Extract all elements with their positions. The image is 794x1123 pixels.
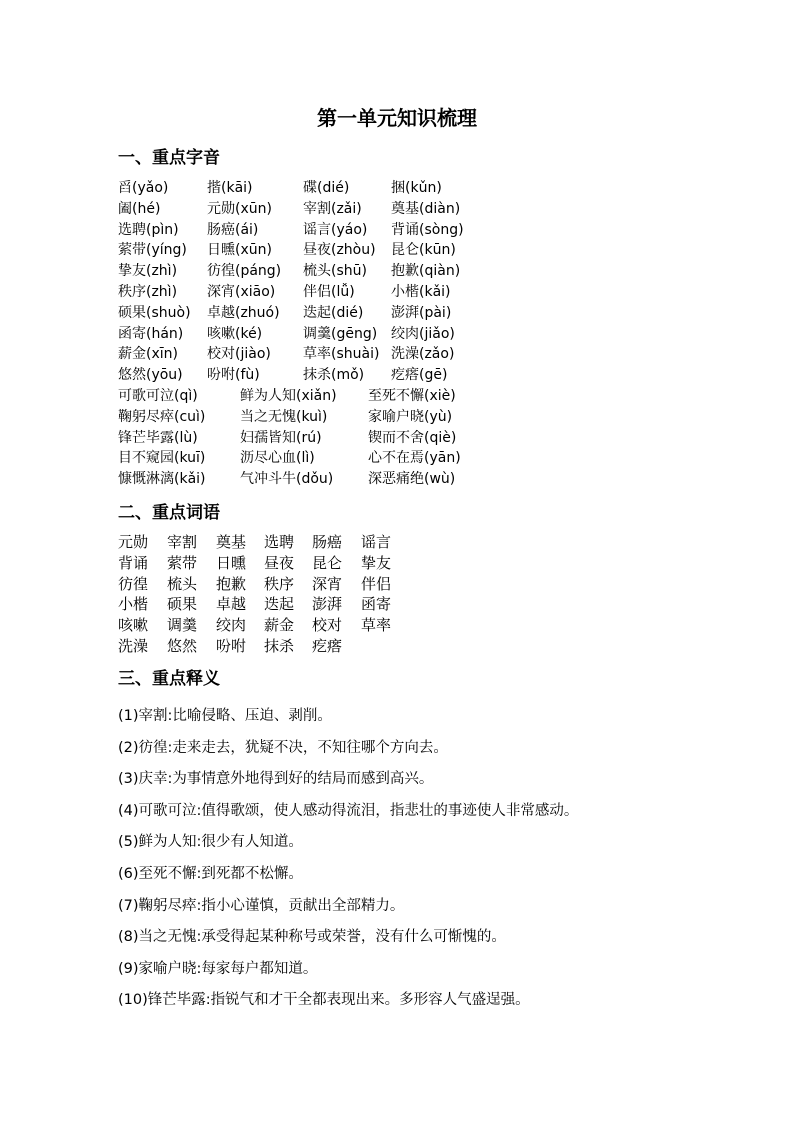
pinyin-entry: 洗澡(zǎo) [391,346,455,363]
vocab-word: 选聘 [264,533,295,551]
pinyin-entry: 奠基(diàn) [391,200,461,217]
vocab-word: 元勋 [118,533,149,551]
vocab-word: 吩咐 [216,636,247,655]
definition-item: (6)至死不懈:到死都不松懈。 [118,865,303,882]
vocab-word: 昼夜 [264,553,295,572]
pinyin-entry: 肠癌(ái) [207,221,259,238]
pinyin-entry: 深宵(xiāo) [207,283,276,300]
vocab-word: 校对 [312,616,343,635]
vocab-word: 咳嗽 [118,616,149,635]
vocab-word: 深宵 [312,574,343,593]
pinyin-entry: 函寄(hán) [118,325,184,342]
vocab-word: 洗澡 [118,636,149,655]
vocab-word: 抱歉 [216,574,247,593]
page-title: 第一单元知识梳理 [317,106,477,130]
section-heading-definitions: 三、重点释义 [118,669,220,689]
vocab-word: 肠癌 [312,533,343,551]
pinyin-entry: 绞肉(jiǎo) [391,325,455,342]
pinyin-entry: 挚友(zhì) [118,263,178,280]
vocab-word: 小楷 [118,595,149,614]
vocab-word: 函寄 [361,595,392,614]
pinyin-entry: 萦带(yíng) [118,242,187,259]
pinyin-entry: 可歌可泣(qì) [118,387,198,404]
pinyin-entry: 迭起(dié) [303,304,364,321]
pinyin-entry: 心不在焉(yān) [368,450,461,467]
section-heading-vocabulary: 二、重点词语 [118,503,220,523]
pinyin-entry: 碟(dié) [303,180,350,196]
vocab-word: 硕果 [167,595,198,614]
vocab-word: 疙瘩 [312,636,343,655]
pinyin-entry: 秩序(zhì) [118,283,178,300]
definition-item: (1)宰割:比喻侵略、压迫、剥削。 [118,708,332,724]
vocab-word: 抹杀 [264,636,295,655]
pinyin-entry: 选聘(pìn) [118,221,179,238]
pinyin-entry: 日曛(xūn) [207,242,272,259]
pinyin-entry: 抱歉(qiàn) [391,263,461,280]
pinyin-entry: 咳嗽(ké) [207,325,263,342]
pinyin-entry: 阖(hé) [118,200,161,217]
vocab-word: 挚友 [361,553,392,572]
pinyin-entry: 疙瘩(gē) [391,367,448,384]
definition-item: (8)当之无愧:承受得起某种称号或荣誉，没有什么可惭愧的。 [118,929,506,946]
pinyin-entry: 锋芒毕露(lù) [118,429,198,446]
section-heading-pronunciation: 一、重点字音 [118,148,220,168]
vocab-word: 奠基 [216,533,247,551]
pinyin-entry: 沥尽心血(lì) [240,450,315,467]
pinyin-entry: 草率(shuài) [303,346,380,363]
pinyin-entry: 妇孺皆知(rú) [240,429,322,446]
vocab-word: 悠然 [167,636,198,655]
vocab-word: 卓越 [216,595,247,614]
definition-item: (7)鞠躬尽瘁:指小心谨慎，贡献出全部精力。 [118,897,405,914]
pinyin-entry: 元勋(xūn) [207,200,272,217]
pinyin-entry: 宰割(zǎi) [303,200,362,217]
pinyin-entry: 气冲斗牛(dǒu) [240,471,334,488]
pinyin-entry: 薪金(xīn) [118,346,178,363]
pinyin-entry: 吩咐(fù) [207,367,260,384]
vocab-word: 秩序 [264,574,295,593]
definition-item: (9)家喻户晓:每家每户都知道。 [118,960,318,977]
pinyin-entry: 硕果(shuò) [118,304,191,321]
pinyin-entry: 调羹(gēng) [303,325,378,342]
pinyin-entry: 揩(kāi) [207,180,253,196]
pinyin-entry: 鲜为人知(xiǎn) [240,387,337,404]
vocab-word: 伴侣 [361,574,392,593]
pinyin-entry: 梳头(shū) [303,263,367,280]
vocab-word: 澎湃 [312,595,343,614]
pinyin-entry: 悠然(yōu) [118,367,183,384]
pinyin-entry: 至死不懈(xiè) [368,387,456,404]
definition-item: (2)彷徨:走来走去，犹疑不决，不知往哪个方向去。 [118,739,448,756]
vocab-word: 迭起 [264,595,295,614]
pinyin-entry: 昼夜(zhòu) [303,242,376,259]
definition-item: (4)可歌可泣:值得歌颂，使人感动得流泪，指悲壮的事迹使人非常感动。 [118,802,579,819]
vocab-word: 宰割 [167,533,198,551]
pinyin-entry: 鞠躬尽瘁(cuì) [118,408,206,425]
pinyin-entry: 慷慨淋漓(kǎi) [118,471,206,488]
definition-item: (10)锋芒毕露:指锐气和才干全都表现出来。多形容人气盛逞强。 [118,992,530,1009]
pinyin-entry: 锲而不舍(qiè) [368,429,457,446]
pinyin-entry: 背诵(sòng) [391,221,464,238]
pinyin-entry: 谣言(yáo) [303,221,368,238]
pinyin-entry: 昆仑(kūn) [391,242,456,259]
vocab-word: 日曛 [216,553,247,572]
pinyin-entry: 捆(kǔn) [391,180,442,196]
pinyin-entry: 目不窥园(kuī) [118,450,206,467]
pinyin-entry: 校对(jiào) [207,346,271,363]
pinyin-entry: 澎湃(pài) [391,304,452,321]
pinyin-entry: 当之无愧(kuì) [240,408,328,425]
vocab-word: 薪金 [264,616,295,635]
definition-item: (5)鲜为人知:很少有人知道。 [118,834,303,851]
vocab-word: 调羹 [167,616,198,635]
pinyin-entry: 家喻户晓(yù) [368,408,453,425]
vocab-word: 昆仑 [312,553,343,572]
vocab-word: 萦带 [167,553,198,572]
pinyin-entry: 卓越(zhuó) [207,304,280,321]
pinyin-entry: 伴侣(lǚ) [303,283,355,300]
vocab-word: 彷徨 [118,574,149,593]
vocab-word: 谣言 [361,533,392,551]
pinyin-entry: 抹杀(mǒ) [303,367,365,384]
vocab-word: 绞肉 [216,616,247,635]
pinyin-entry: 小楷(kǎi) [391,283,451,300]
vocab-word: 背诵 [118,553,149,572]
definitions-list [118,705,578,1021]
vocab-word: 草率 [361,616,392,635]
pinyin-entry: 舀(yǎo) [118,180,169,196]
pinyin-entry: 彷徨(páng) [207,263,282,280]
vocab-word: 梳头 [167,574,198,593]
pinyin-entry: 深恶痛绝(wù) [368,471,456,488]
definition-item: (3)庆幸:为事情意外地得到好的结局而感到高兴。 [118,771,434,788]
